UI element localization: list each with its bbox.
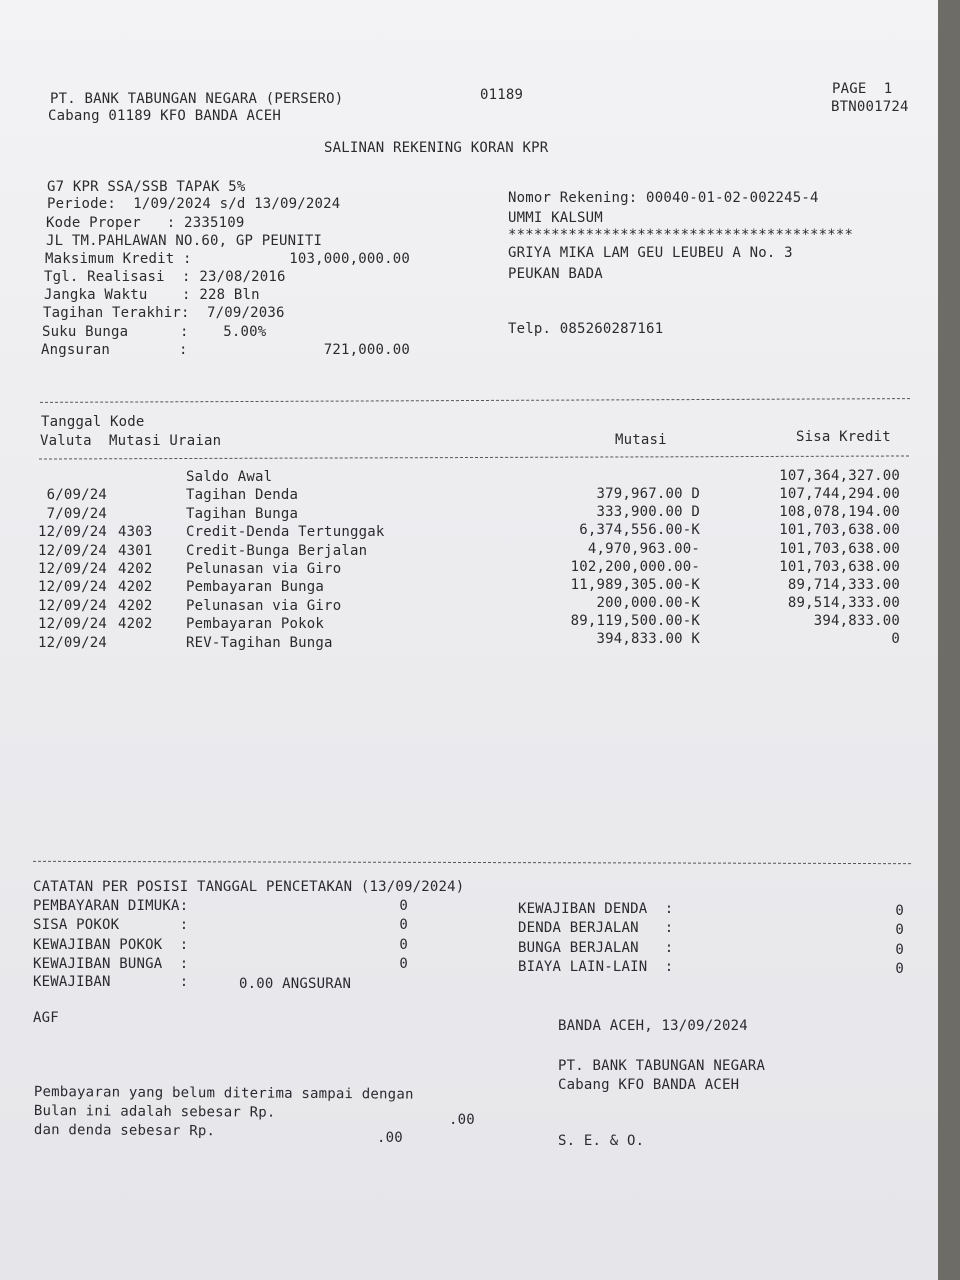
kewajiban-label: KEWAJIBAN : — [33, 974, 189, 990]
catatan-title: CATATAN PER POSISI TANGGAL PENCETAKAN (13/09/2024) — [33, 879, 465, 895]
catatan-left-value: 0 — [399, 936, 408, 953]
row-code: 4202 — [118, 616, 153, 633]
catatan-right-label: DENDA BERJALAN : — [518, 920, 674, 937]
row-sisa-kredit: 394,833.00 — [813, 613, 900, 630]
row-sisa-kredit: 101,703,638.00 — [779, 522, 900, 539]
row-code: 4303 — [118, 524, 153, 541]
row-sisa-kredit: 89,514,333.00 — [787, 595, 900, 612]
row-sisa-kredit: 89,714,333.00 — [787, 576, 900, 593]
row-description: Pelunasan via Giro — [186, 597, 342, 614]
row-mutasi: 394,833.00 K — [596, 631, 700, 648]
row-sisa-kredit: 107,364,327.00 — [779, 468, 900, 484]
catatan-left-value: 0 — [399, 955, 408, 972]
maksimum-kredit-value: 103,000,000.00 — [289, 251, 410, 267]
catatan-right-value: 0 — [895, 941, 904, 958]
row-sisa-kredit: 101,703,638.00 — [779, 540, 900, 557]
branch-code: 01189 — [480, 87, 524, 103]
row-date: 12/09/24 — [38, 597, 108, 614]
kewajiban-value: 0.00 ANGSURAN — [239, 976, 352, 992]
jangka-waktu-line: Jangka Waktu : 228 Bln — [44, 287, 260, 303]
angsuran-value: 721,000.00 — [323, 342, 410, 358]
divider — [33, 861, 911, 864]
note-line-1: Pembayaran yang belum diterima sampai dengan — [33, 1084, 414, 1103]
row-date: 12/09/24 — [38, 542, 108, 559]
table-row — [0, 487, 938, 505]
row-sisa-kredit: 108,078,194.00 — [779, 504, 900, 521]
row-sisa-kredit: 0 — [891, 631, 900, 648]
col-header-valuta: Valuta Mutasi Uraian — [40, 433, 222, 449]
angsuran-label: Angsuran : — [41, 342, 188, 358]
row-date: 12/09/24 — [38, 634, 108, 651]
customer-address-2: PEUKAN BADA — [508, 266, 603, 282]
table-row — [0, 469, 938, 487]
nomor-rekening: Nomor Rekening: 00040-01-02-002245-4 — [508, 190, 819, 206]
masked-stars: **************************************** — [508, 227, 854, 243]
row-mutasi: 6,374,556.00-K — [579, 522, 700, 539]
maksimum-kredit-label: Maksimum Kredit : — [45, 251, 192, 267]
catatan-right-value: 0 — [895, 960, 904, 977]
tgl-realisasi-line: Tgl. Realisasi : 23/08/2016 — [44, 269, 286, 285]
table-row — [0, 631, 938, 653]
row-sisa-kredit: 101,703,638.00 — [779, 558, 900, 575]
kode-proper-line: Kode Proper : 2335109 — [46, 215, 245, 231]
seo-note: S. E. & O. — [558, 1133, 645, 1149]
catatan-right-label: BUNGA BERJALAN : — [518, 939, 674, 956]
catatan-right-value: 0 — [895, 922, 904, 939]
table-row — [0, 506, 938, 524]
row-description: REV-Tagihan Bunga — [186, 634, 333, 651]
col-header-mutasi: Mutasi — [615, 432, 667, 448]
row-mutasi: 200,000.00-K — [596, 595, 700, 612]
note-amount-1: .00 — [449, 1112, 475, 1128]
divider — [39, 455, 909, 459]
row-description: Credit-Bunga Berjalan — [186, 542, 368, 559]
note-line-2: Bulan ini adalah sebesar Rp. — [33, 1103, 276, 1121]
col-header-tanggal-kode: Tanggal Kode — [41, 414, 145, 430]
row-description: Saldo Awal — [186, 469, 273, 485]
row-mutasi: 89,119,500.00-K — [570, 613, 700, 630]
periode-line: Periode: 1/09/2024 s/d 13/09/2024 — [47, 196, 341, 212]
statement-title: SALINAN REKENING KORAN KPR — [324, 140, 549, 156]
row-description: Tagihan Denda — [186, 487, 299, 504]
catatan-left-value: 0 — [399, 898, 408, 914]
row-date: 7/09/24 — [38, 505, 108, 522]
catatan-left-label: SISA POKOK : — [33, 917, 189, 934]
suku-bunga-line: Suku Bunga : 5.00% — [42, 324, 267, 340]
row-date: 6/09/24 — [38, 487, 108, 504]
note-amount-2: .00 — [377, 1130, 403, 1146]
row-date: 12/09/24 — [38, 524, 108, 541]
customer-address-1: GRIYA MIKA LAM GEU LEUBEU A No. 3 — [508, 245, 793, 261]
catatan-right-value: 0 — [895, 903, 904, 919]
catatan-left-label: PEMBAYARAN DIMUKA: — [33, 898, 189, 914]
note-line-3: dan denda sebesar Rp. — [33, 1122, 216, 1140]
divider — [40, 398, 910, 403]
row-mutasi: 379,967.00 D — [596, 486, 700, 503]
catatan-left-value: 0 — [399, 917, 408, 934]
row-mutasi: 11,989,305.00-K — [570, 576, 700, 593]
row-date: 12/09/24 — [38, 561, 108, 577]
product-line: G7 KPR SSA/SSB TAPAK 5% — [47, 179, 246, 195]
row-date: 12/09/24 — [38, 579, 108, 596]
row-description: Pelunasan via Giro — [186, 561, 342, 577]
signer-branch: Cabang KFO BANDA ACEH — [558, 1077, 740, 1093]
signer-bank: PT. BANK TABUNGAN NEGARA — [558, 1058, 766, 1074]
place-date: BANDA ACEH, 13/09/2024 — [558, 1018, 748, 1034]
row-mutasi: 333,900.00 D — [596, 504, 700, 521]
customer-name: UMMI KALSUM — [508, 210, 603, 226]
catatan-right-label: BIAYA LAIN-LAIN : — [518, 958, 674, 975]
row-code: 4202 — [118, 579, 153, 596]
table-row — [0, 524, 938, 542]
catatan-right-label: KEWAJIBAN DENDA : — [518, 901, 674, 917]
row-mutasi: 102,200,000.00- — [570, 558, 700, 575]
bank-name: PT. BANK TABUNGAN NEGARA (PERSERO) — [50, 91, 344, 107]
row-description: Pembayaran Pokok — [186, 616, 325, 633]
tagihan-terakhir-line: Tagihan Terakhir: 7/09/2036 — [43, 305, 285, 321]
catatan-left-label: KEWAJIBAN BUNGA : — [33, 955, 189, 972]
row-description: Credit-Denda Tertunggak — [186, 524, 385, 541]
page-number: PAGE 1 — [832, 81, 893, 97]
branch-name: Cabang 01189 KFO BANDA ACEH — [48, 108, 281, 124]
row-code: 4202 — [118, 561, 153, 577]
row-date: 12/09/24 — [38, 616, 108, 633]
address-line: JL TM.PAHLAWAN NO.60, GP PEUNITI — [46, 233, 323, 249]
row-code: 4202 — [118, 597, 153, 614]
row-description: Tagihan Bunga — [186, 505, 299, 522]
customer-phone: Telp. 085260287161 — [508, 321, 664, 337]
row-sisa-kredit: 107,744,294.00 — [779, 486, 900, 503]
document-code: BTN001724 — [831, 99, 909, 115]
catatan-left-label: KEWAJIBAN POKOK : — [33, 936, 189, 953]
col-header-sisa-kredit: Sisa Kredit — [796, 429, 891, 445]
agf-code: AGF — [33, 1010, 59, 1026]
row-mutasi: 4,970,963.00- — [587, 540, 700, 557]
row-description: Pembayaran Bunga — [186, 579, 325, 596]
row-code: 4301 — [118, 542, 153, 559]
